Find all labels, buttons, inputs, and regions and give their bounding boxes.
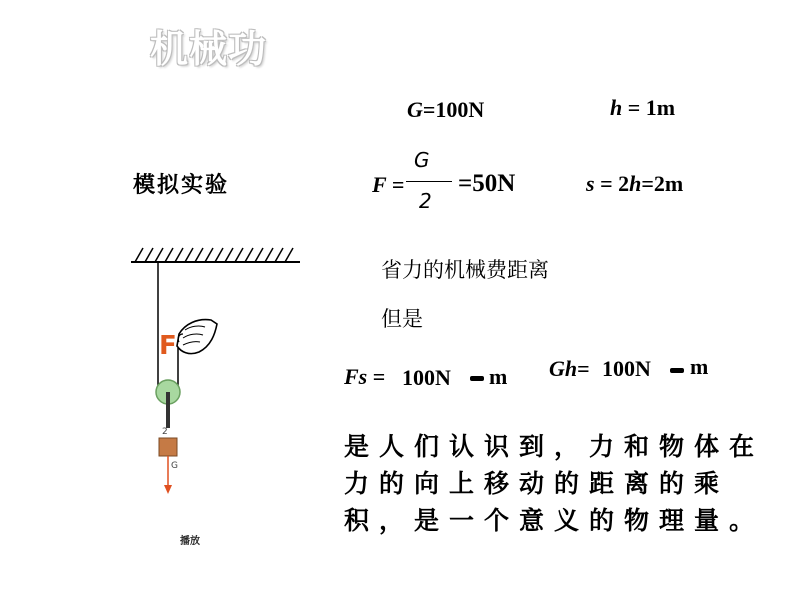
fs-dot-mark: [470, 376, 484, 381]
fraction-bar: [406, 181, 452, 182]
gh-unit: m: [690, 354, 709, 379]
distance-mid: = 2: [594, 171, 630, 196]
gh-equals: =: [577, 356, 590, 381]
weight-label: G: [171, 461, 178, 471]
fs-amount: 100N: [402, 365, 451, 390]
distance-symbol: s: [586, 171, 595, 196]
note-save-force: 省力的机械费距离: [381, 258, 549, 282]
ceiling-hatching: [135, 248, 293, 262]
fs-unit: m: [489, 364, 508, 389]
play-button[interactable]: 播放: [180, 536, 200, 547]
force-lhs: F =: [372, 172, 405, 197]
gh-amount: 100N: [602, 356, 651, 381]
hand-icon: [177, 320, 217, 354]
height-symbol: h: [610, 95, 623, 120]
weight-block: [159, 438, 177, 456]
fraction-numerator: G: [414, 148, 430, 172]
force-result: =50N: [458, 170, 516, 197]
distance-amount: =2m: [641, 171, 684, 196]
work-fs: [344, 364, 385, 390]
conclusion-paragraph: 是人们认识到，力和物体在力的向上移动的距离的乘积，是一个意义的物理量。: [344, 432, 765, 535]
simulation-label: 模拟实验: [133, 173, 230, 198]
weight-symbol: G: [407, 97, 423, 122]
pulley-diagram: [125, 238, 315, 558]
distance-value: [586, 171, 683, 197]
rope-label: 2: [162, 427, 168, 437]
fs-symbol: Fs: [344, 364, 368, 389]
fraction-denominator: 2: [419, 189, 432, 213]
gh-symbol: Gh: [549, 356, 578, 381]
height-amount: = 1m: [622, 95, 676, 120]
fs-equals: =: [367, 364, 386, 389]
note-but: 但是: [381, 307, 423, 331]
height-value: [610, 95, 675, 121]
work-gh: [549, 356, 590, 382]
slide-title: 机械功: [150, 27, 268, 71]
weight-value: [407, 97, 484, 123]
weight-amount: =100N: [422, 97, 485, 122]
force-label: F: [159, 331, 177, 361]
gh-dot-mark: [670, 368, 684, 373]
distance-h-symbol: h: [629, 171, 642, 196]
gravity-arrow-head: [164, 485, 172, 494]
